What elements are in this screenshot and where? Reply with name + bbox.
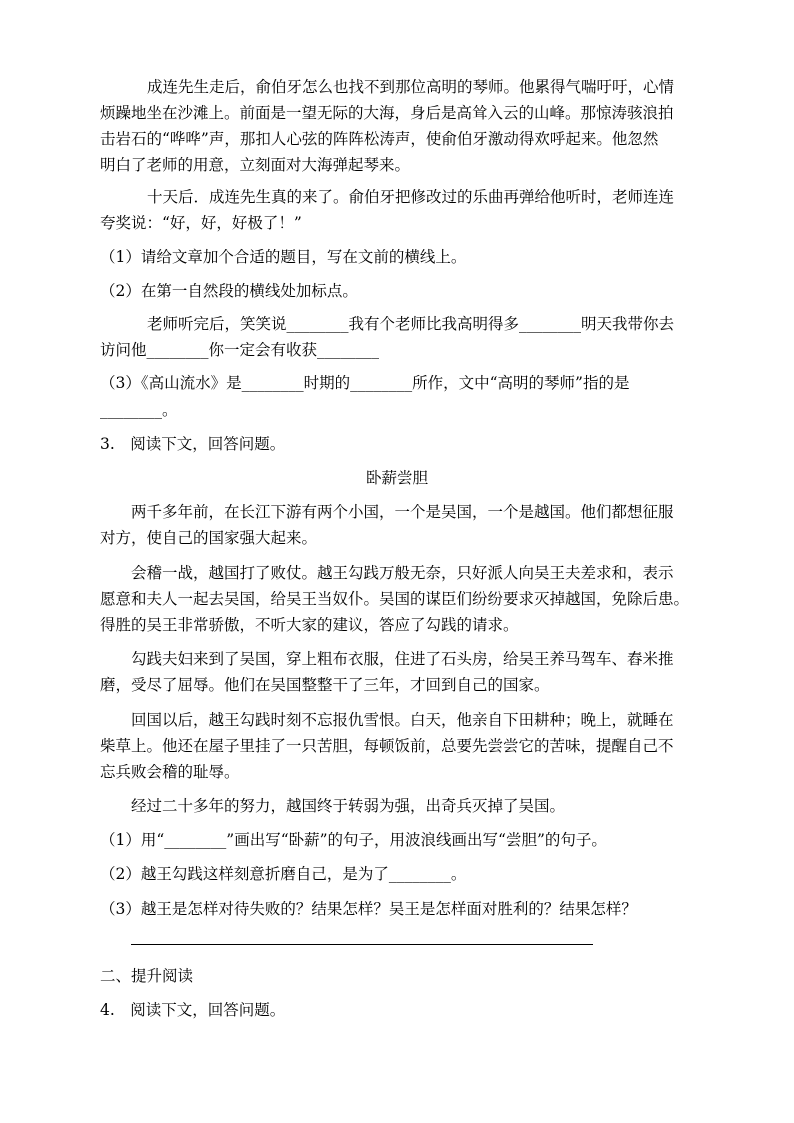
passage2-question2-text-line1: 老师听完后，笑笑说________我有个老师比我高明得多________明天我带你去 [147,315,675,333]
passage3-heading: 3. 阅读下文，回答问题。 [100,435,286,453]
passage2-paragraph2-line2: 夸奖说：“好，好，好极了！” [100,214,302,232]
section2-item4: 4. 阅读下文，回答问题。 [100,1001,286,1019]
passage3-paragraph2-line3: 得胜的吴王非常骄傲，不听大家的建议，答应了勾践的请求。 [100,616,519,634]
passage2-paragraph1-line4: 明白了老师的用意，立刻面对大海弹起琴来。 [100,156,411,174]
passage3-paragraph4-line3: 忘兵败会稽的耻辱。 [100,763,240,781]
passage3-paragraph2-line1: 会稽一战，越国打了败仗。越王勾践万般无奈，只好派人向吴王夫差求和，表示 [131,564,674,582]
passage3-paragraph3-line1: 勾践夫妇来到了吴国，穿上粗布衣服，住进了石头房，给吴王养马驾车、舂米推 [131,650,674,668]
passage3-title: 卧薪尝胆 [365,469,428,487]
passage3-paragraph5-line1: 经过二十多年的努力，越国终于转弱为强，出奇兵灭掉了吴国。 [131,797,566,815]
passage3-question2: （2）越王勾践这样刻意折磨自己，是为了________。 [100,865,467,883]
answer-line [131,944,593,945]
passage3-question1: （1）用“________”画出写“卧薪”的句子，用波浪线画出写“尝胆”的句子。 [100,831,607,849]
passage2-question2-text-line2: 访问他________你一定会有收获________ [100,341,380,359]
passage2-paragraph1-line3: 击岩石的“哗哗”声，那扣人心弦的阵阵松涛声，使俞伯牙激动得欢呼起来。他忽然 [100,130,659,148]
passage3-paragraph3-line2: 磨，受尽了屈辱。他们在吴国整整干了三年，才回到自己的国家。 [100,676,550,694]
passage3-paragraph1-line1: 两千多年前，在长江下游有两个小国，一个是吴国，一个是越国。他们都想征服 [131,503,674,521]
passage3-paragraph4-line1: 回国以后，越王勾践时刻不忘报仇雪恨。白天，他亲自下田耕种；晚上，就睡在 [131,711,674,729]
passage2-question1: （1）请给文章加个合适的题目，写在文前的横线上。 [100,248,467,266]
section2-heading: 二、提升阅读 [100,967,194,985]
passage3-paragraph4-line2: 柴草上。他还在屋子里挂了一只苦胆，每顿饭前，总要先尝尝它的苦味，提醒自己不 [100,737,674,755]
passage3-paragraph2-line2: 愿意和夫人一起去吴国，给吴王当奴仆。吴国的谋臣们纷纷要求灭掉越国，免除后患。 [100,590,690,608]
passage2-question2: （2）在第一自然段的横线处加标点。 [100,282,358,300]
passage3-question3: （3）越王是怎样对待失败的？结果怎样？吴王是怎样面对胜利的？结果怎样？ [100,900,637,918]
passage2-question3-line1: （3）《高山流水》是________时期的________所作，文中“高明的琴师”指的是 [100,374,630,392]
passage2-paragraph1-line1: 成连先生走后，俞伯牙怎么也找不到那位高明的琴师。他累得气喘吁吁，心情 [147,78,675,96]
passage3-paragraph1-line2: 对方，使自己的国家强大起来。 [100,529,318,547]
passage2-paragraph2-line1: 十天后．成连先生真的来了。俞伯牙把修改过的乐曲再弹给他听时，老师连连 [147,188,675,206]
passage2-question3-line2: ________。 [100,401,178,419]
passage2-paragraph1-line2: 烦躁地坐在沙滩上。前面是一望无际的大海，身后是高耸入云的山峰。那惊涛骇浪拍 [100,104,674,122]
